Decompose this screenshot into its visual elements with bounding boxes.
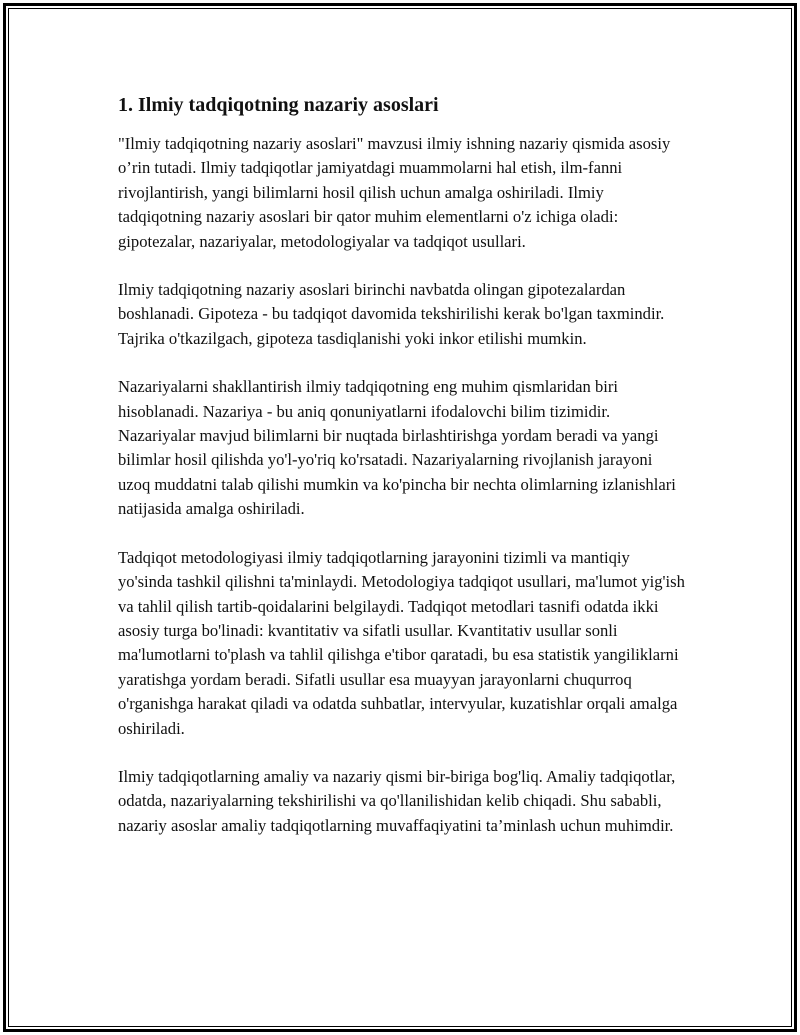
paragraph-1: "Ilmiy tadqiqotning nazariy asoslari" mavzusi ilmiy ishning nazariy qismida asosiy o’rin tutadi. Ilmiy tadqiqotlar jamiyatdagi muammolarni hal etish, ilm-fanni rivojlantirish, yangi bilimlarni hosil qilish uchun amalga oshiriladi. Ilmiy tadqiqotning nazariy asoslari bir qator muhim elementlarni o'z ichiga oladi: gipotezalar, nazariyalar, metodologiyalar va tadqiqot usullari. (118, 134, 671, 251)
paragraph-2: Ilmiy tadqiqotning nazariy asoslari birinchi navbatda olingan gipotezalardan boshlanadi. Gipoteza - bu tadqiqot davomida tekshirilishi kerak bo'lgan taxmindir. Tajrika o'tkazilgach, gipoteza tasdiqlanishi yoki inkor etilishi mumkin. (118, 280, 665, 348)
paragraph-4: Tadqiqot metodologiyasi ilmiy tadqiqotlarning jarayonini tizimli va mantiqiy yo'sinda tashkil qilishni ta'minlaydi. Metodologiya tadqiqot usullari, ma'lumot yig'ish va tahlil qilish tartib-qoidalarini belgilaydi. Tadqiqot metodlari tasnifi odatda ikki asosiy turga bo'linadi: kvantitativ va sifatli usullar. Kvantitativ usullar sonli ma'lumotlarni to'plash va tahlil qilishga e'tibor qaratadi, bu esa statistik yangiliklarni yaratishga yordam beradi. Sifatli usullar esa muayyan jarayonlarni chuqurroq o'rganishga harakat qiladi va odatda suhbatlar, intervyular, kuzatishlar orqali amalga oshiriladi. (118, 547, 685, 738)
paragraph-3: Nazariyalarni shakllantirish ilmiy tadqiqotning eng muhim qismlaridan biri hisoblanadi. Nazariya - bu aniq qonuniyatlarni ifodalovchi bilim tizimidir. Nazariyalar mavjud bilimlarni bir nuqtada birlashtirishga yordam beradi va yangi bilimlar hosil qilishda yo'l-yo'riq ko'rsatadi. Nazariyalarning rivojlanish jarayoni uzoq muddatni talab qilishi mumkin va ko'pincha bir nechta olimlarning izlanishlari natijasida amalga oshiriladi. (118, 377, 676, 519)
paragraph-5: Ilmiy tadqiqotlarning amaliy va nazariy qismi bir-biriga bog'liq. Amaliy tadqiqotlar, odatda, nazariyalarning tekshirilishi va qo'llanilishidan kelib chiqadi. Shu sababli, nazariy asoslar amaliy tadqiqotlarning muvaffaqiyatini ta’minlash uchun muhimdir. (118, 766, 676, 835)
section-heading: 1. Ilmiy tadqiqotning nazariy asoslari (118, 94, 439, 116)
document-body (118, 92, 688, 862)
